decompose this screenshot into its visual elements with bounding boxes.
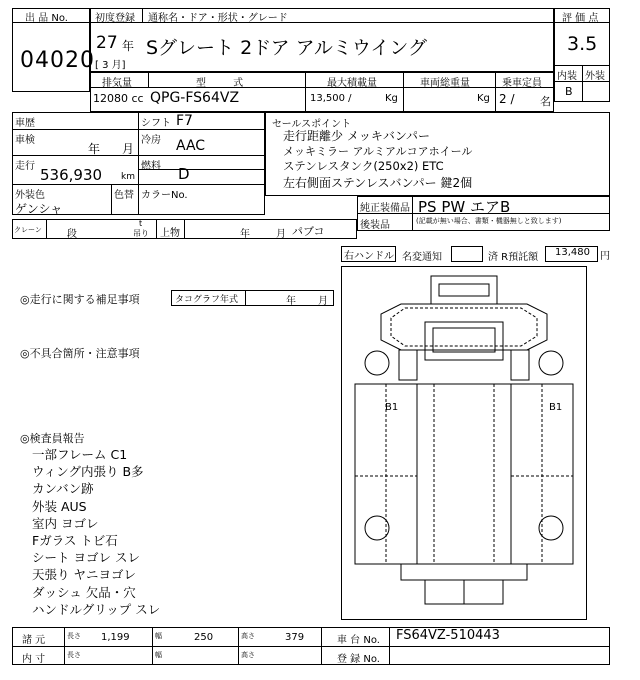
first-reg-month: [ 3 月] xyxy=(95,60,126,71)
cab-inner xyxy=(391,308,537,346)
mileage-unit: km xyxy=(121,172,135,182)
crane-hanging-label: 吊り xyxy=(133,229,149,238)
width-value: 250 xyxy=(194,632,214,643)
capacity-unit: 名 xyxy=(540,95,551,108)
rear-bumper xyxy=(401,564,527,580)
sales-point-line: ステンレスタンク(250x2) ETC xyxy=(283,159,444,173)
truck-diagram xyxy=(341,266,587,620)
inspector-line: 外装 AUS xyxy=(32,498,87,514)
sales-point-line: メッキミラー アルミアルコアホイール xyxy=(283,145,473,158)
inspector-line: ダッシュ 欠品・穴 xyxy=(32,584,136,600)
upper-maker: パブコ xyxy=(292,225,325,238)
displacement-label: 排気量 xyxy=(102,78,132,89)
inspector-line: ハンドルグリップ スレ xyxy=(32,601,161,617)
diagram-left-mark: B1 xyxy=(385,402,399,413)
diagram-right-mark: B1 xyxy=(549,402,563,413)
sales-point-line: 走行距離少 メッキバンパー xyxy=(283,129,430,143)
equipment-value: PS PW エアB xyxy=(418,198,511,216)
mileage-label: 走行 xyxy=(15,161,35,172)
rear-right-wheel xyxy=(539,516,563,540)
cab-outline xyxy=(381,304,547,350)
color-change-label: 色替 xyxy=(114,190,134,201)
inspector-line: 一部フレーム C1 xyxy=(32,447,128,462)
tachograph-year-unit: 年 xyxy=(286,296,296,307)
capacity-label: 乗車定員 xyxy=(502,78,542,89)
inspector-line: Fガラス トビ石 xyxy=(32,533,118,548)
first-reg-year-unit: 年 xyxy=(122,39,135,53)
supplement-title: ◎走行に関する補足事項 xyxy=(20,293,140,306)
name-change-label: 名変通知 xyxy=(402,252,442,263)
inspection-label: 車検 xyxy=(15,135,35,146)
height-label: 高さ xyxy=(241,632,255,640)
max-load: 13,500 / xyxy=(310,93,352,104)
model-name-label: 通称名・ドア・形状・グレード xyxy=(148,13,288,24)
yen-unit: 円 xyxy=(600,251,610,262)
rhd-label: 右ハンドル xyxy=(344,251,394,262)
lot-number-label: 出 品 No. xyxy=(25,13,68,24)
upper-month-unit: 月 xyxy=(276,229,286,240)
exterior-color-label: 外装色 xyxy=(15,190,45,201)
max-load-label: 最大積載量 xyxy=(327,78,377,89)
inspector-title: ◎検査員報告 xyxy=(20,432,85,445)
fuel-label: 燃料 xyxy=(141,161,161,172)
exterior-grade-label: 外装 xyxy=(585,71,605,82)
inspector-line: シート ヨゴレ スレ xyxy=(32,550,140,566)
equipment-label: 純正装備品 xyxy=(360,203,410,214)
tachograph-month-unit: 月 xyxy=(318,296,328,307)
defects-title: ◎不具合箇所・注意事項 xyxy=(20,347,140,360)
max-load-unit: Kg xyxy=(385,93,398,104)
crane-ton-unit: t xyxy=(139,219,143,228)
crane-label: クレーン xyxy=(14,226,42,234)
inspection-month-unit: 月 xyxy=(122,142,135,156)
displacement: 12080 cc xyxy=(93,92,144,105)
upper-year-unit: 年 xyxy=(240,229,250,240)
upper-body-label: 上物 xyxy=(160,228,180,239)
ac: AAC xyxy=(176,138,206,154)
first-reg-label: 初度登録 xyxy=(95,13,135,24)
chassis-number: FS64VZ-510443 xyxy=(396,628,500,643)
lot-number: 04020 xyxy=(20,48,95,73)
cab-door-left xyxy=(399,350,417,380)
gross-weight-label: 車両総重量 xyxy=(420,78,470,89)
score-value: 3.5 xyxy=(567,33,598,55)
inspector-line: 天張り ヤニヨゴレ xyxy=(32,567,136,583)
model-type-label: 型 式 xyxy=(196,78,256,89)
length-value: 1,199 xyxy=(101,632,130,643)
crane-stage-unit: 段 xyxy=(67,229,77,240)
ac-label: 冷房 xyxy=(141,135,161,146)
inner-length-label: 長さ xyxy=(67,651,81,659)
length-label: 長さ xyxy=(67,632,81,640)
inner-width-label: 幅 xyxy=(155,651,162,659)
model-name: Sグレート 2ドア アルミウイング xyxy=(146,37,427,59)
tachograph-label: タコグラフ年式 xyxy=(175,295,239,305)
chassis-label: 車 台 No. xyxy=(337,635,380,646)
first-reg-year: 27 xyxy=(96,33,118,53)
dimensions-label: 諸 元 xyxy=(22,635,46,646)
cab-roof-view xyxy=(431,276,497,304)
front-right-wheel xyxy=(539,351,563,375)
mileage: 536,930 xyxy=(40,166,103,184)
model-type: QPG-FS64VZ xyxy=(150,90,240,106)
shift-label: シフト xyxy=(141,118,171,129)
front-left-wheel xyxy=(365,351,389,375)
height-value: 379 xyxy=(285,632,305,643)
inspector-line: 室内 ヨゴレ xyxy=(32,515,99,531)
interior-grade-label: 内装 xyxy=(557,71,577,82)
exterior-color: ゲンシャ xyxy=(15,202,63,216)
inspector-line: カンバン跡 xyxy=(32,481,94,497)
inspector-line: ウィング内張り B多 xyxy=(32,464,144,480)
score-label: 評 価 点 xyxy=(562,13,599,24)
cab-door-right xyxy=(511,350,529,380)
windshield xyxy=(433,328,495,352)
gross-weight-unit: Kg xyxy=(477,93,490,104)
color-number-label: カラーNo. xyxy=(141,190,188,201)
inner-height-label: 高さ xyxy=(241,651,255,659)
recycle-deposit-label: 済 R預託額 xyxy=(488,252,539,263)
interior-grade: B xyxy=(565,85,573,98)
sales-points-label: セールスポイント xyxy=(272,119,352,130)
recycle-deposit-value: 13,480 xyxy=(555,247,590,258)
cargo-roof xyxy=(417,384,511,564)
sales-point-line: 左右側面ステンレスバンパー 鍵2個 xyxy=(283,176,473,190)
aftermarket-label: 後装品 xyxy=(360,220,390,231)
capacity: 2 / xyxy=(499,92,515,106)
name-change-checkbox xyxy=(451,246,483,262)
shift: F7 xyxy=(176,113,193,129)
inspection-year-unit: 年 xyxy=(88,142,101,156)
history-label: 車歴 xyxy=(15,118,35,129)
aftermarket-note: (記載が無い場合、書類・機器無しと致します) xyxy=(416,217,562,225)
fuel: D xyxy=(178,165,190,183)
rear-left-wheel xyxy=(365,516,389,540)
cab-top-window xyxy=(439,284,489,296)
width-label: 幅 xyxy=(155,632,162,640)
inner-dimensions-label: 内 寸 xyxy=(22,654,46,665)
registration-label: 登 録 No. xyxy=(337,654,380,665)
